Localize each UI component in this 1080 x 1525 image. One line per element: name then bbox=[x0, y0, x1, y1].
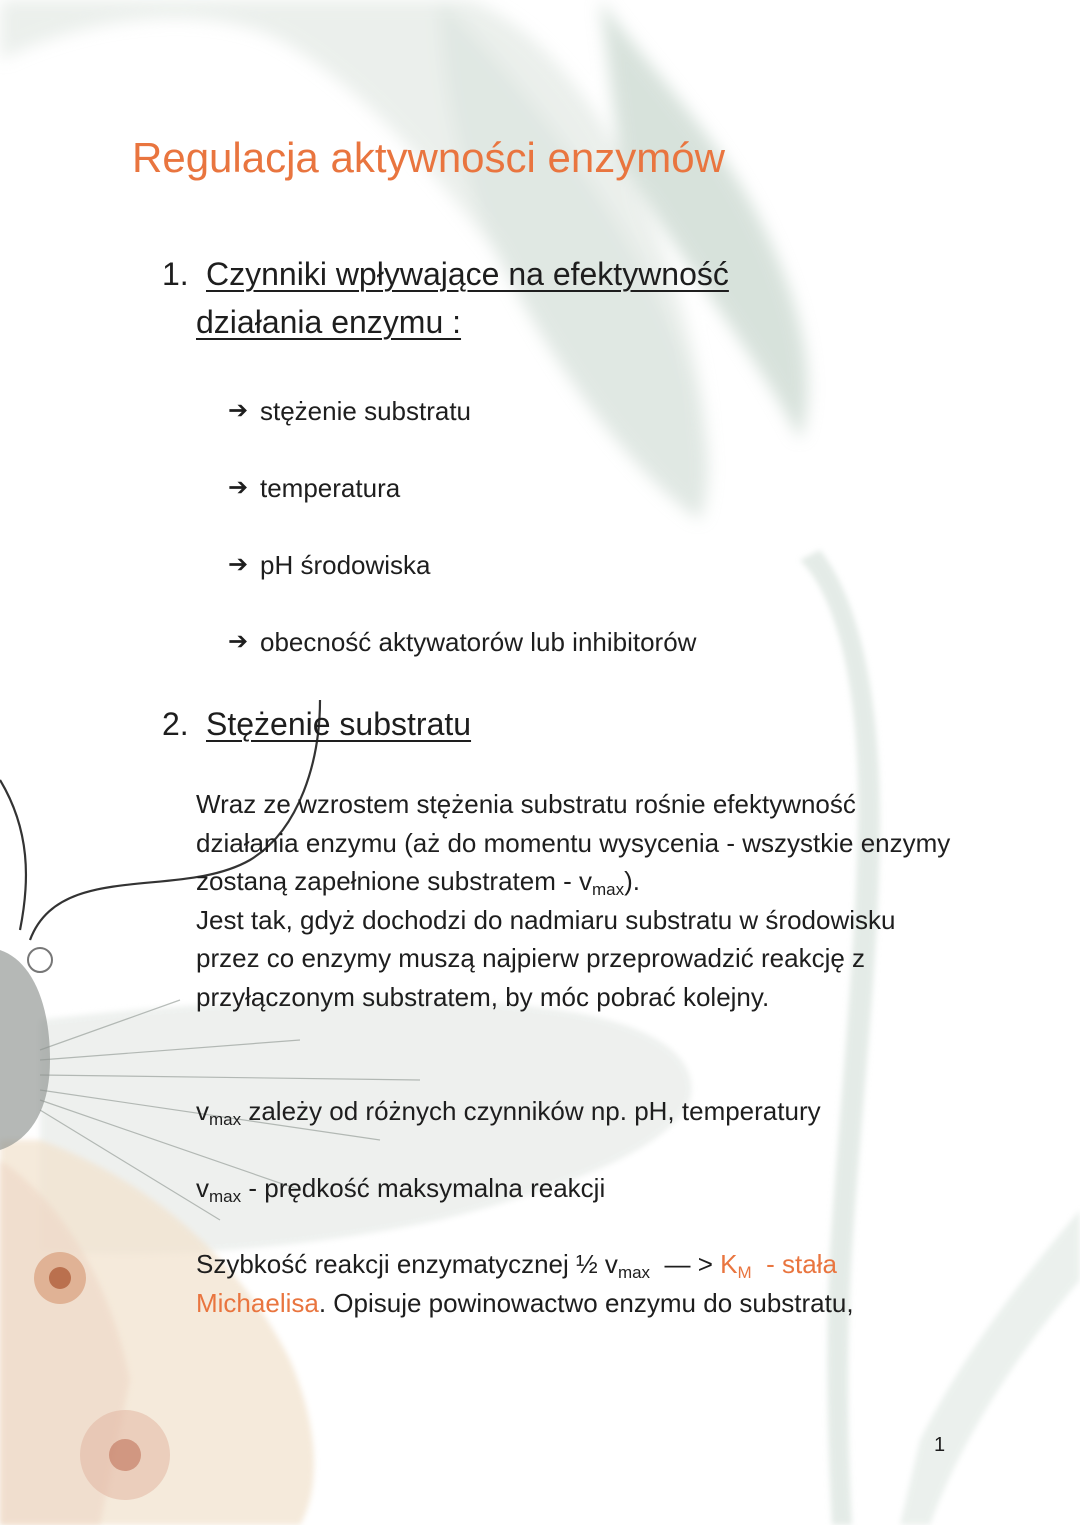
page-number: 1 bbox=[934, 1434, 946, 1456]
section-2-number: 2. bbox=[162, 706, 189, 742]
arrow-right-icon: ➔ bbox=[228, 551, 249, 578]
michaelis-text bbox=[196, 1245, 976, 1322]
vmax-dependency-line bbox=[196, 1092, 821, 1130]
arrow-right-icon: ➔ bbox=[228, 628, 249, 655]
arrow-text: — > bbox=[650, 1249, 721, 1279]
michaelisa-text: Michaelisa bbox=[196, 1287, 319, 1318]
michaelis-paragraph bbox=[196, 1245, 976, 1322]
vmax-subscript: max bbox=[617, 1263, 651, 1282]
list-item bbox=[228, 546, 696, 623]
stala-text: - stała bbox=[751, 1249, 837, 1279]
line-text: Szybkość reakcji enzymatycznej ½ v bbox=[196, 1249, 618, 1279]
vmax-symbol: v bbox=[196, 1173, 209, 1203]
section-1-heading-line2: działania enzymu : bbox=[196, 304, 462, 340]
page-title: Regulacja aktywności enzymów bbox=[132, 134, 725, 181]
section-2-heading: Stężenie substratu bbox=[206, 706, 472, 742]
paragraph-text-end: ). bbox=[624, 866, 641, 896]
paragraph-saturation bbox=[196, 785, 956, 901]
section-2-paragraph bbox=[196, 785, 956, 1016]
vmax-definition-line bbox=[196, 1169, 605, 1207]
paragraph-text: Wraz ze wzrostem stężenia substratu rośnie efektywność działania enzymu (aż do momentu wysycenia - wszystkie enzymy zostaną zapełnione substratem - v bbox=[196, 789, 951, 896]
list-item-text: temperatura bbox=[260, 473, 401, 503]
vmax-symbol: v bbox=[196, 1096, 209, 1126]
line-text-end: . Opisuje powinowactwo enzymu do substratu, bbox=[318, 1287, 854, 1318]
list-item-text: obecność aktywatorów lub inhibitorów bbox=[260, 627, 697, 657]
section-1-heading-line1: Czynniki wpływające na efektywność bbox=[206, 256, 729, 292]
list-item bbox=[228, 623, 696, 700]
arrow-right-icon: ➔ bbox=[228, 397, 249, 424]
km-symbol: K bbox=[720, 1249, 738, 1279]
list-item-text: pH środowiska bbox=[260, 550, 431, 580]
paragraph-explanation: Jest tak, gdyż dochodzi do nadmiaru substratu w środowisku przez co enzymy muszą najpierw przeprowadzić reakcję z przyłączonym substratem, by móc pobrać kolejny. bbox=[196, 904, 896, 1012]
vmax-subscript: max bbox=[209, 1187, 242, 1206]
section-1-number: 1. bbox=[162, 256, 189, 292]
list-item bbox=[228, 392, 696, 469]
line-text: - prędkość maksymalna reakcji bbox=[241, 1173, 606, 1203]
list-item-text: stężenie substratu bbox=[260, 396, 472, 426]
vmax-subscript: max bbox=[209, 1110, 242, 1129]
vmax-subscript: max bbox=[592, 880, 625, 899]
line-text: zależy od różnych czynników np. pH, temperatury bbox=[241, 1096, 821, 1126]
km-subscript: M bbox=[737, 1263, 752, 1282]
list-item bbox=[228, 469, 696, 546]
factors-list bbox=[228, 392, 696, 700]
arrow-right-icon: ➔ bbox=[228, 474, 249, 501]
